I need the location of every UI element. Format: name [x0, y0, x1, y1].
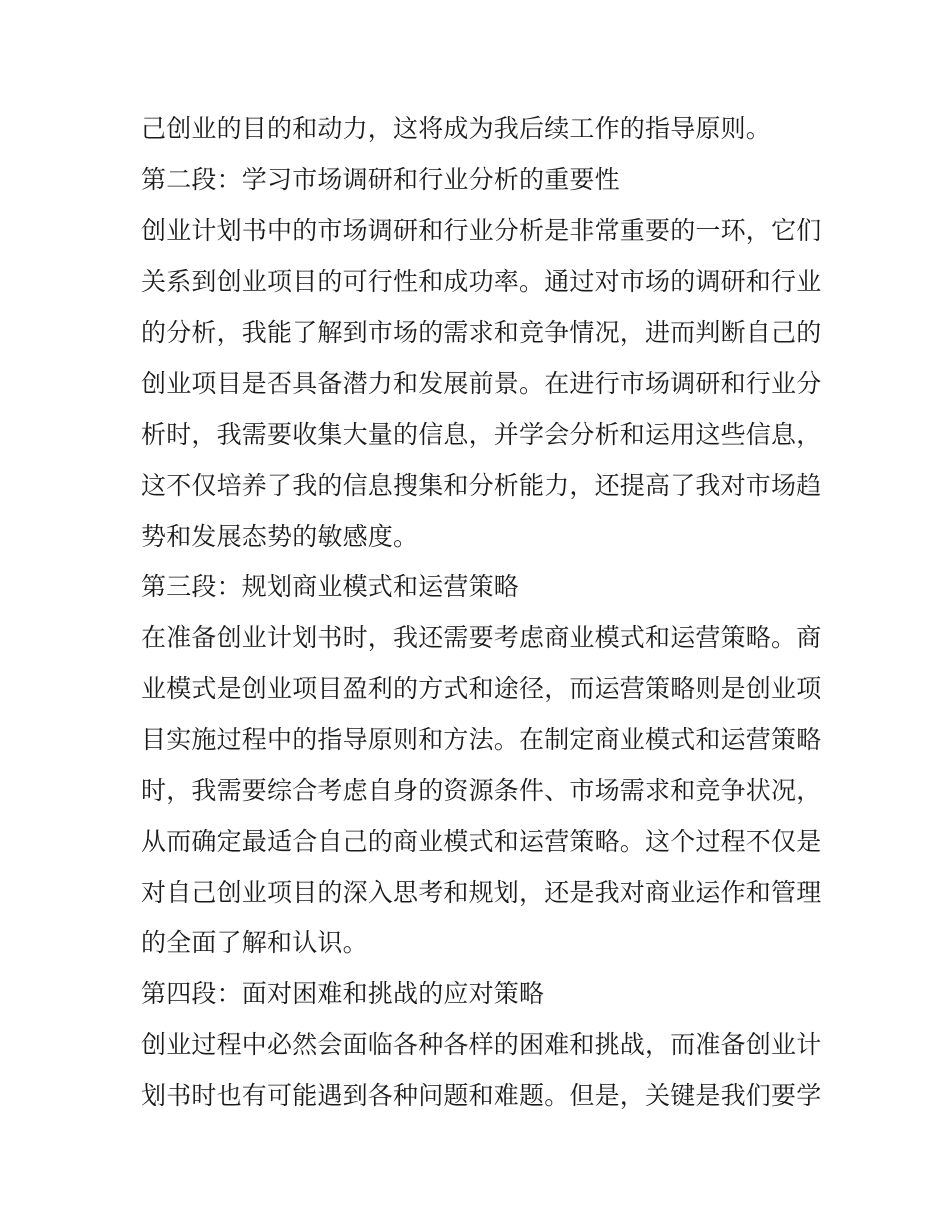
- text-line: 创业计划书中的市场调研和行业分析是非常重要的一环，它们: [141, 216, 822, 245]
- text-line: 的全面了解和认识。: [141, 928, 368, 957]
- text-line: 目实施过程中的指导原则和方法。在制定商业模式和运营策略: [141, 725, 822, 754]
- section-heading: 第四段：面对困难和挑战的应对策略: [141, 979, 545, 1008]
- text-line: 势和发展态势的敏感度。: [141, 522, 419, 551]
- text-line: 己创业的目的和动力，这将成为我后续工作的指导原则。: [141, 114, 772, 143]
- text-line: 业模式是创业项目盈利的方式和途径，而运营策略则是创业项: [141, 674, 822, 703]
- text-line: 的分析，我能了解到市场的需求和竞争情况，进而判断自己的: [141, 318, 822, 347]
- text-line: 创业过程中必然会面临各种各样的困难和挑战，而准备创业计: [141, 1030, 822, 1059]
- text-line: 从而确定最适合自己的商业模式和运营策略。这个过程不仅是: [141, 827, 822, 856]
- text-line: 划书时也有可能遇到各种问题和难题。但是，关键是我们要学: [141, 1081, 822, 1110]
- section-heading: 第二段：学习市场调研和行业分析的重要性: [141, 165, 620, 194]
- text-line: 这不仅培养了我的信息搜集和分析能力，还提高了我对市场趋: [141, 471, 822, 500]
- text-line: 时，我需要综合考虑自身的资源条件、市场需求和竞争状况，: [141, 776, 822, 805]
- section-heading: 第三段：规划商业模式和运营策略: [141, 572, 520, 601]
- text-line: 在准备创业计划书时，我还需要考虑商业模式和运营策略。商: [141, 623, 822, 652]
- text-line: 析时，我需要收集大量的信息，并学会分析和运用这些信息，: [141, 420, 822, 449]
- text-line: 关系到创业项目的可行性和成功率。通过对市场的调研和行业: [141, 267, 822, 296]
- text-line: 对自己创业项目的深入思考和规划，还是我对商业运作和管理: [141, 878, 822, 907]
- text-line: 创业项目是否具备潜力和发展前景。在进行市场调研和行业分: [141, 369, 822, 398]
